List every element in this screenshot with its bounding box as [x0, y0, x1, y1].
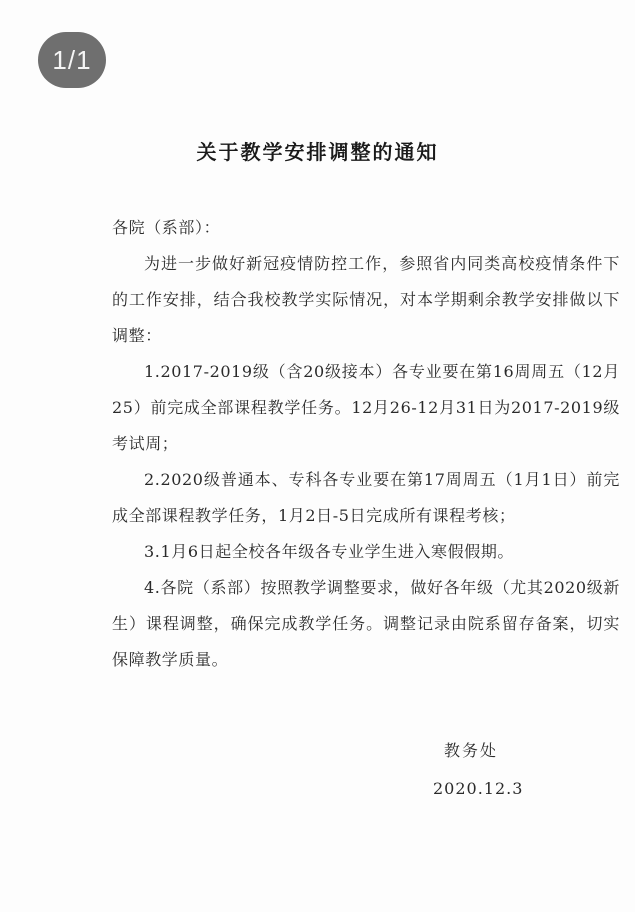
item-1-paragraph: 1.2017-2019级（含20级接本）各专业要在第16周周五（12月25）前完成全部课程教学任务。12月26-12月31日为2017-2019级考试周； — [112, 362, 620, 453]
page-counter-badge: 1/1 — [38, 32, 106, 88]
salutation: 各院（系部）： — [112, 218, 221, 237]
issue-date: 2020.12.3 — [433, 779, 524, 798]
notice-title: 关于教学安排调整的通知 — [196, 140, 439, 164]
item-4-paragraph: 4.各院（系部）按照教学调整要求，做好各年级（尤其2020级新生）课程调整，确保完成教学任务。调整记录由院系留存备案，切实保障教学质量。 — [112, 578, 620, 669]
item-3-paragraph: 3.1月6日起全校各年级各专业学生进入寒假假期。 — [144, 542, 515, 561]
intro-paragraph: 为进一步做好新冠疫情防控工作，参照省内同类高校疫情条件下的工作安排，结合我校教学实际情况，对本学期剩余教学安排做以下调整： — [112, 254, 620, 345]
notice-body — [112, 210, 620, 678]
item-2-paragraph: 2.2020级普通本、专科各专业要在第17周周五（1月1日）前完成全部课程教学任务，1月2日-5日完成所有课程考核； — [112, 470, 620, 525]
issuer-signature: 教务处 — [444, 741, 499, 760]
